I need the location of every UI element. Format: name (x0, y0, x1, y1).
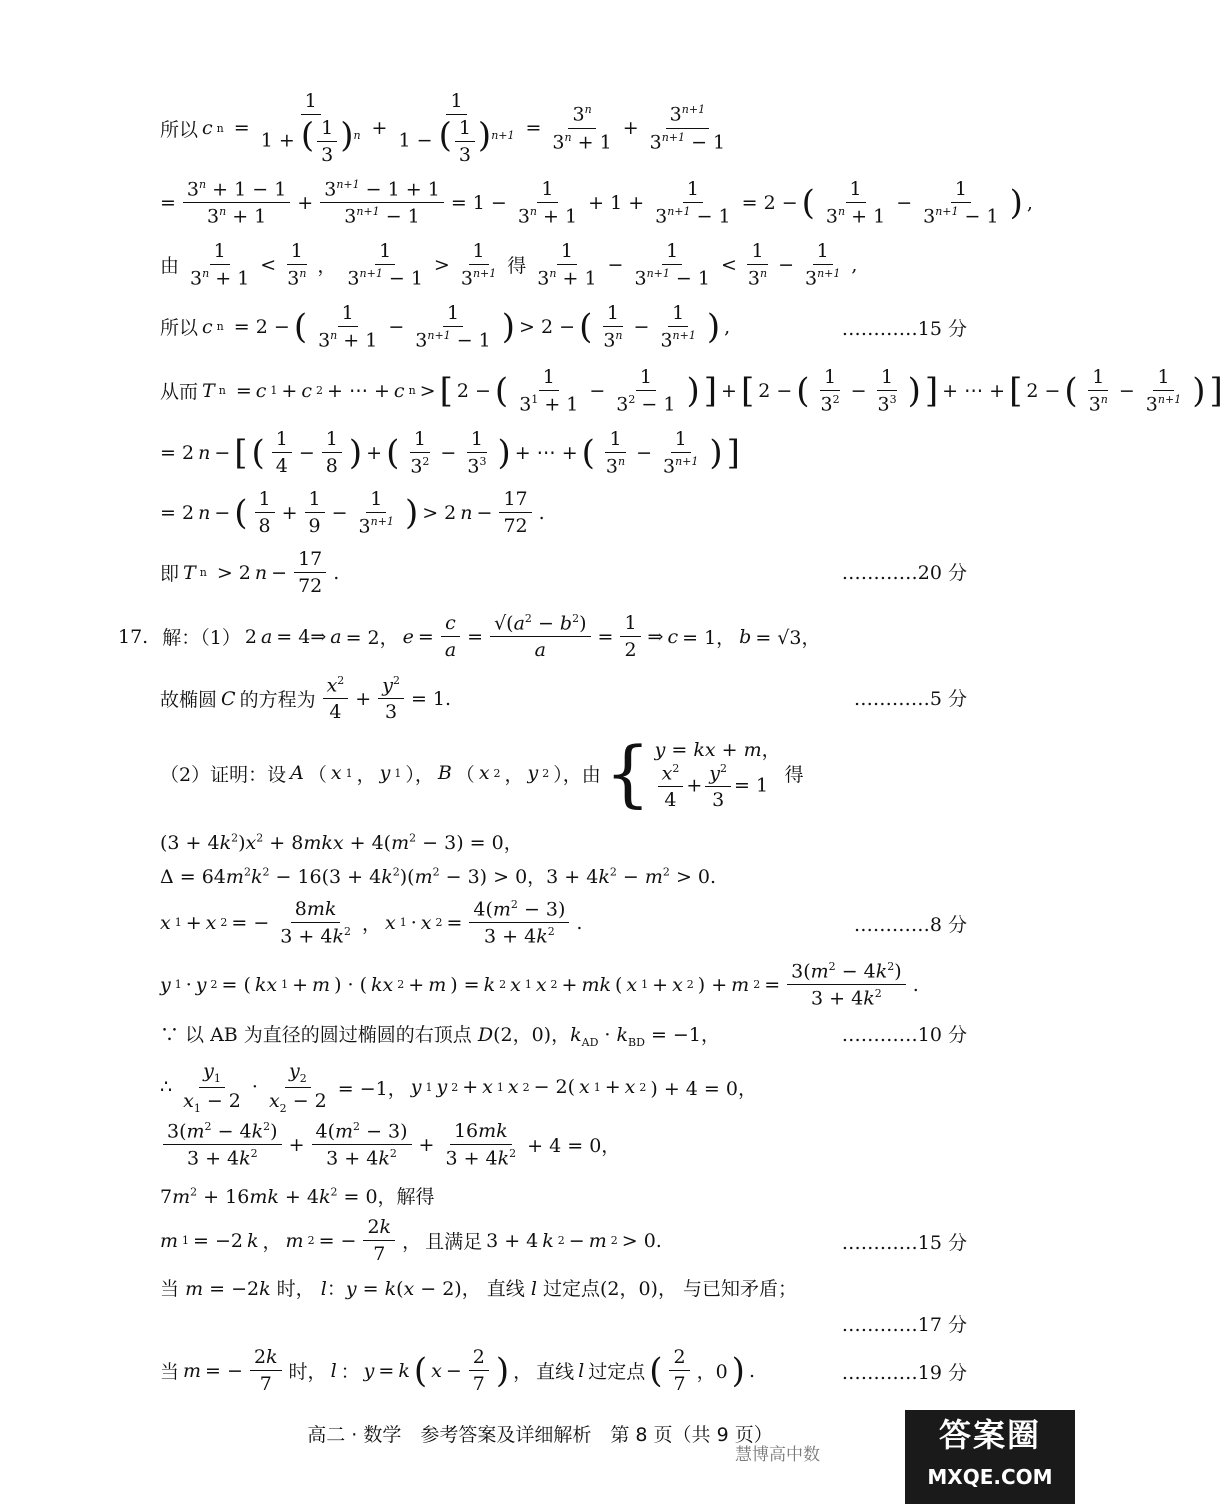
formula-line-7: = 2 n − ( 1 8 + 1 9 − 1 $3^{n+1}$ ) > 2 n − 17 72 . (160, 488, 545, 538)
watermark-text: 慧博高中数 (735, 1445, 820, 1465)
text-de-2: 得 (784, 763, 804, 786)
score-17: …………17 分 (841, 1314, 967, 1336)
text-zhixian-2: 直线 (536, 1361, 575, 1383)
text-guodingdian: 过定点 (542, 1278, 600, 1300)
q17-line-2: 故椭圆 C 的方程为 $x^2$ 4 + $y^2$ 3 = 1. (160, 674, 452, 724)
text-satisfy: 且满足 (425, 1231, 483, 1253)
text-de: 得 (507, 255, 527, 278)
q17-line-6: x 1 + x 2 = − 8mk $3 + 4k^2$ ， x 1 · x 2 = $4(m^2 - 3)$ $3 + 4k^2$ . (160, 898, 583, 948)
q17-line-8: ∵ 以 AB 为直径的圆过椭圆的右顶点 D(2，0)，$k_{AD} \cdot k_{BD} = -1$， (160, 1024, 720, 1049)
text-shi: 时， (276, 1278, 315, 1300)
watermark-logo-top: 答案圈 (938, 1416, 1041, 1454)
score-15-a: …………15 分 (841, 318, 967, 340)
q17-line-9: ∴ $y_1$ $x_1 - 2$ · $y_2$ $x_2 - 2$ = −1， y 1 y 2 + x 1 x 2 − 2( x 1 + x 2 ) + 4 = 0， (160, 1060, 757, 1115)
q17-solve: 解：（1） (162, 627, 241, 650)
text-because: 以 AB 为直径的圆过椭圆的右顶点 (185, 1024, 472, 1046)
score-20: …………20 分 (841, 562, 967, 584)
text-guodingdian-2: 过定点 (588, 1361, 646, 1383)
text-zhixian: 直线 (486, 1278, 525, 1300)
watermark-logo-bottom: MXQE.COM (927, 1465, 1053, 1489)
text-jiede: 解得 (396, 1186, 435, 1208)
text-ji: 即 (160, 563, 180, 585)
text-you: 由 (160, 255, 180, 278)
q17-line-5: $\Delta = 64m^2k^2 - 16(3 + 4k^2)(m^2 - 3) > 0$，$3 + 4k^2 - m^2 > 0$. (160, 865, 717, 888)
text-congeer: 从而 (160, 381, 199, 404)
q17-line-14: 当 m = − 2k 7 时， l ： y = k ( x − 2 7 ) ， 直线 l 过定点 ( 2 7 ，0 ) . (160, 1346, 755, 1395)
text-guzhe: 故椭圆 (160, 689, 218, 712)
page-footer: 高二 · 数学 参考答案及详细解析 第 8 页（共 9 页） (307, 1424, 773, 1446)
q17-line-4: $(3 + 4k^2)x^2 + 8mkx + 4(m^2 - 3) = 0$， (160, 831, 523, 854)
q17-line-11: $7m^2 + 16mk + 4k^2 = 0$，解得 (160, 1185, 435, 1208)
formula-line-2: = $3^n + 1 - 1$ $3^n + 1$ + $3^{n+1} - 1 + 1$ $3^{n+1} - 1$ = 1 − 1 $3^n + 1$ + 1 + 1 $3^{n+1} - 1$ = 2 − ( 1 $3^n + 1$ − 1 $3^{n+1} - 1$ ) , (160, 178, 1033, 228)
formula-line-8: 即 T n > 2 n − 17 72 . (160, 548, 340, 597)
text-shi-2: 时， (288, 1361, 327, 1383)
score-8: …………8 分 (853, 914, 967, 936)
q17-line-1: 17. 解：（1） 2 a = 4⇒ a = 2， e = c a = $√(a^2 - b^2)$ a = 1 2 ⇒ c = 1， b = √3， (118, 612, 821, 662)
score-19: …………19 分 (841, 1362, 967, 1384)
text-fangcheng: 的方程为 (239, 689, 316, 712)
formula-line-3: 由 1 $3^n + 1$ < 1 3$^n$ ， 1 $3^{n+1} - 1$ > 1 $3^{n+1}$ 得 1 $3^n + 1$ − 1 $3^{n+1} - 1$ < 1 3$^n$ − 1 $3^{n+1}$ , (160, 240, 858, 290)
formula-line-1: 所以 c n = 1 1 + ( $\frac{1}{3}$ )$^n$ + 1 1 − ( $\frac{1}{3}$ )$^{n+1}$ = $3^n$ $3^n + 1$ + $3^{n+1}$ $3^{n+1} - 1$ (160, 90, 726, 166)
q17-line-3: （2）证明：设 A （ x 1 ， y 1 ）， B （ x 2 ， y 2 ），由 { y = kx + m， $\frac{x^2}{4}$ + $\frac{y^2}{3}$ = 1 得 (160, 731, 804, 816)
score-10: …………10 分 (841, 1024, 967, 1046)
text-suoyi: 所以 (160, 118, 199, 141)
q17-number: 17. (118, 625, 149, 648)
formula-line-5: 从而 T n = c 1 + c 2 + ⋯ + c n > [ 2 − ( 1 $3^1 + 1$ − 1 $3^2 - 1$ ) ] + [ 2 − ( 1 $3^2$ − 1 $3^3$ ) ] + ⋯ + [ 2 − ( 1 3$^n$ − 1 $3^{n+1}$ ) ] (160, 366, 1223, 416)
score-15-b: …………15 分 (841, 1232, 967, 1254)
formula-line-4: 所以 c n = 2 − ( 1 $3^n + 1$ − 1 $3^{n+1} - 1$ ) > 2 − ( 1 3$^n$ − 1 $3^{n+1}$ ) , (160, 302, 731, 352)
watermark-logo (905, 1410, 1075, 1504)
q17-line-12: m 1 = −2 k ， m 2 = − 2k 7 ， 且满足 3 + 4 k 2 − m 2 > 0. (160, 1216, 662, 1265)
q17-line-13: 当 m = −2k 时， l：y = k(x − 2)， 直线 l 过定点(2，0)， 与已知矛盾； (160, 1278, 798, 1300)
text-dang: 当 (160, 1278, 180, 1300)
q17-line-10: $3(m^2 - 4k^2)$ $3 + 4k^2$ + $4(m^2 - 3)$ $3 + 4k^2$ + 16mk $3 + 4k^2$ + 4 = 0， (160, 1120, 620, 1170)
text-contradiction: 与已知矛盾； (683, 1278, 798, 1300)
score-5: …………5 分 (853, 688, 967, 710)
formula-line-6: = 2 n − [ ( 1 4 − 1 8 ) + ( 1 $3^2$ − 1 $3^3$ ) + ⋯ + ( 1 3$^n$ − 1 $3^{n+1}$ ) ] (160, 428, 740, 478)
text-dang-2: 当 (160, 1361, 180, 1383)
q17-line-7: y 1 · y 2 = ( kx 1 + m ) · ( kx 2 + m ) = k 2 x 1 x 2 + mk ( x 1 + x 2 ) + m 2 = $3(m^2 - 4k^2)$ $3 + 4k^2$ . (160, 960, 919, 1010)
text-part2: （2）证明：设 (160, 763, 287, 786)
text-suoyi-2: 所以 (160, 317, 199, 340)
